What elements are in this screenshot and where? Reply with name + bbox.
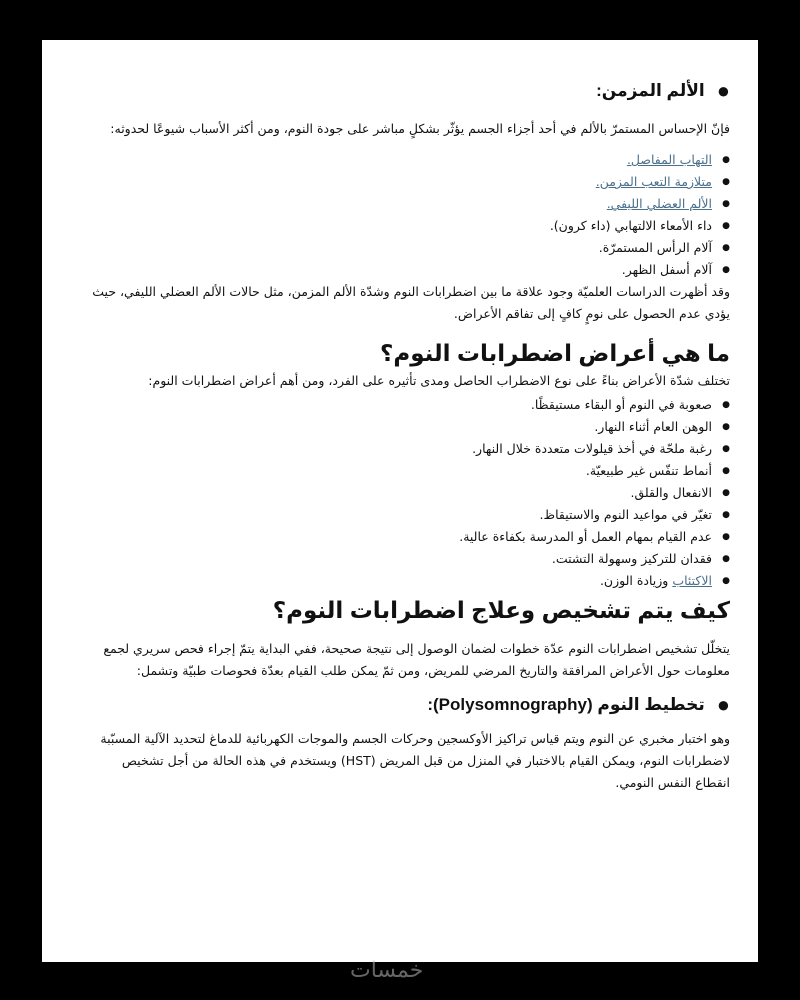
chronic-pain-causes-list [84, 149, 730, 281]
list-item: ● آلام أسفل الظهر. [84, 259, 712, 281]
list-item: ● الانفعال والقلق. [84, 482, 712, 504]
link-arthritis[interactable]: التهاب المفاصل. [626, 152, 712, 167]
chronic-pain-heading: ● الألم المزمن: [596, 78, 730, 103]
chronic-pain-intro: فإنّ الإحساس المستمرّ بالألم في أحد أجزاء الجسم يؤثّر بشكلٍ مباشر على جودة النوم، ومن أكثر الأسباب شيوعًا لحدوثه: [110, 121, 730, 136]
diagnosis-heading: كيف يتم تشخيص وعلاج اضطرابات النوم؟ [272, 597, 730, 624]
link-chronic-fatigue[interactable]: متلازمة التعب المزمن. [595, 174, 712, 189]
document-page [42, 40, 758, 962]
chronic-pain-outro: وقد أظهرت الدراسات العلميّة وجود علاقة ما بين اضطرابات النوم وشدّة الألم المزمن، مثل حالات الألم العضلي الليفي، حيث يؤدي عدم الحصول على نومٍ كافٍ إلى تفاقم الأعراض. [92, 284, 730, 321]
symptoms-intro: تختلف شدّة الأعراض بناءً على نوع الاضطراب الحاصل ومدى تأثيره على الفرد، ومن أهم أعراض اضطرابات النوم: [148, 373, 730, 389]
list-item: ● داء الأمعاء الالتهابي (داء كرون). [84, 215, 712, 237]
list-item: ● الوهن العام أثناء النهار. [84, 416, 712, 438]
diagnosis-intro: يتخلّل تشخيص اضطرابات النوم عدّة خطوات لضمان الوصول إلى نتيجة صحيحة، ففي البداية يتمّ إجراء فحص سريري لجمع معلومات حول الأعراض المرافقة والتاريخ المرضي للمريض، ومن ثمّ يمكن طلب القيام بعدّة فحوصات طبيّة وتشمل: [103, 640, 730, 678]
symptoms-heading: ما هي أعراض اضطرابات النوم؟ [380, 340, 730, 366]
link-depression[interactable]: الاكتئاب [672, 573, 712, 589]
list-item: ● آلام الرأس المستمرّة. [84, 237, 712, 259]
list-item[interactable] [84, 570, 712, 592]
symptoms-list [84, 394, 730, 592]
polysomnography-heading: ● تخطيط النوم (Polysomnography): [427, 691, 730, 717]
list-item: ● صعوبة في النوم أو البقاء مستيقظًا. [84, 394, 712, 416]
link-fibromyalgia[interactable]: الألم العضلي الليفي. [606, 196, 712, 211]
bullet-icon: ● [716, 78, 730, 103]
list-item: ● عدم القيام بمهام العمل أو المدرسة بكفاءة عالية. [84, 526, 712, 548]
polysomnography-body: وهو اختبار مخبري عن النوم ويتم قياس تراكيز الأوكسجين وحركات الجسم والموجات الكهربائية للدماغ لتحديد الآلية المسبّبة لاضطرابات النوم، ويمكن القيام بالاختبار في المنزل من قبل المريض (HST) ويستخدم في هذه الحالة من أجل تشخيص انقطاع النفس النومي. [100, 730, 730, 790]
list-item: ● رغبة ملحّة في أخذ قيلولات متعددة خلال النهار. [84, 438, 712, 460]
list-item: ● أنماط تنفّس غير طبيعيّة. [84, 460, 712, 482]
list-item[interactable] [84, 193, 712, 215]
list-item[interactable] [84, 149, 712, 171]
list-item: ● فقدان للتركيز وسهولة التشتت. [84, 548, 712, 570]
list-item-rest: وزيادة الوزن. [599, 573, 673, 589]
list-item: ● تغيّر في مواعيد النوم والاستيقاظ. [84, 504, 712, 526]
bullet-icon: ● [716, 691, 730, 717]
watermark-logo: خمسات [350, 958, 424, 983]
list-item[interactable] [84, 171, 712, 193]
